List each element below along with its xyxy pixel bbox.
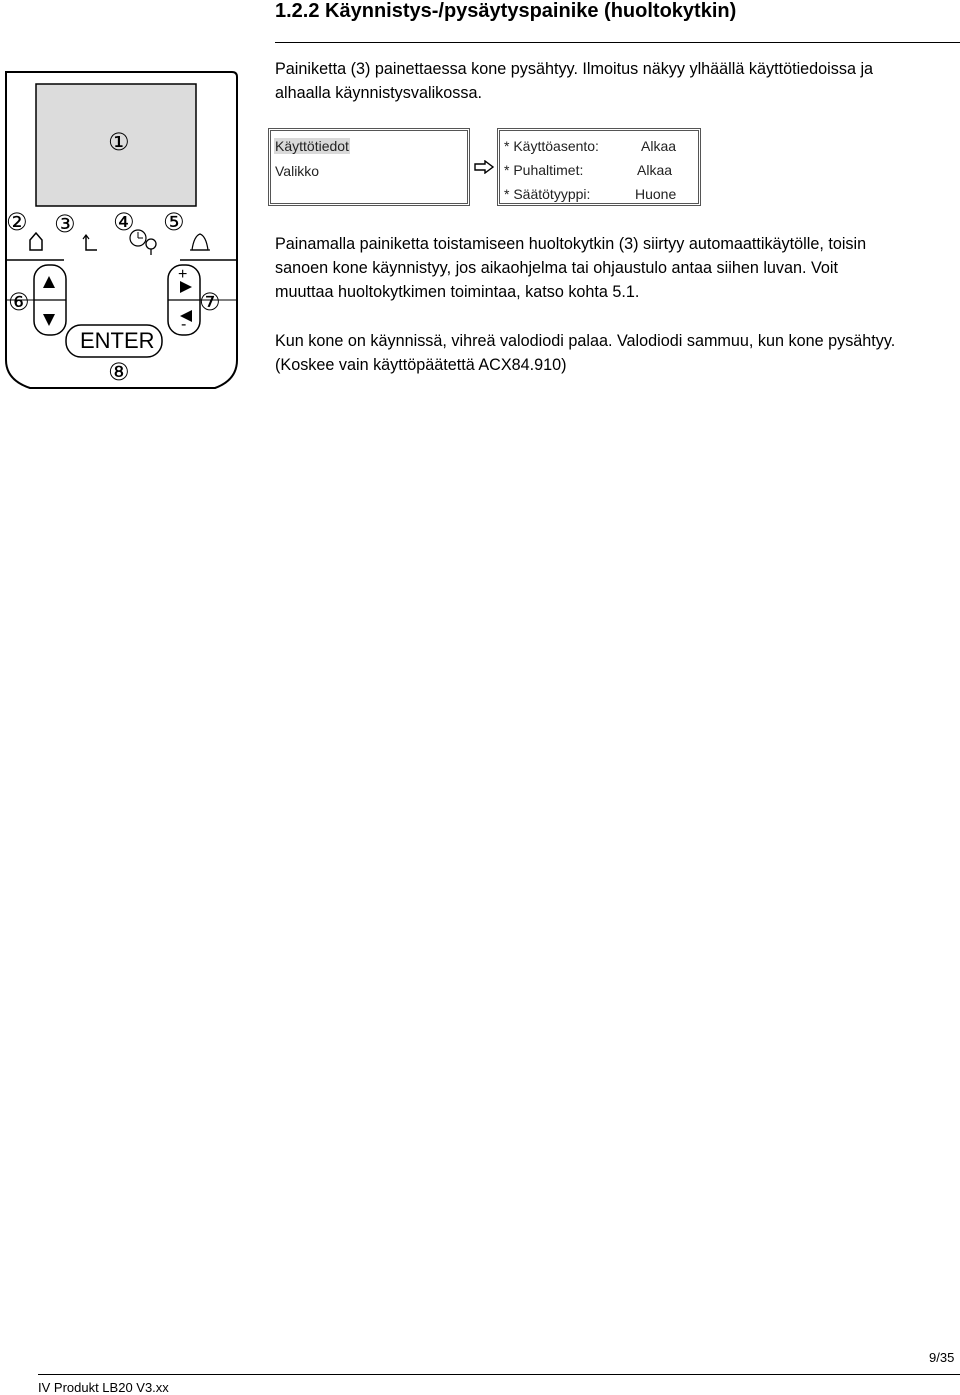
lcd-row-label: * Käyttöasento: — [504, 138, 599, 154]
marker-5: ⑤ — [163, 208, 185, 236]
intro-paragraph — [275, 57, 873, 105]
minus-label: - — [181, 316, 187, 333]
heading-rule — [275, 42, 960, 43]
lcd-start-menu — [497, 128, 701, 206]
marker-7: ⑦ — [199, 288, 221, 316]
lcd-row-value: Alkaa — [641, 138, 677, 154]
lcd-row-label: * Puhaltimet: — [504, 162, 584, 178]
pointing-arrow-icon — [474, 160, 494, 174]
marker-8: ⑧ — [108, 358, 130, 386]
body-paragraph — [275, 232, 866, 304]
marker-1: ① — [108, 128, 130, 156]
enter-button[interactable]: ENTER — [80, 328, 155, 353]
marker-3: ③ — [54, 210, 76, 238]
lcd-menu-item: Valikko — [275, 163, 320, 179]
paragraph-line: sanoen kone käynnistyy, jos aikaohjelma tai ohjaustulo antaa siihen luvan. Voit — [275, 259, 839, 277]
lcd-selected-item: Käyttötiedot — [275, 138, 349, 154]
marker-6: ⑥ — [8, 288, 30, 316]
marker-2: ② — [6, 208, 28, 236]
body-paragraph — [275, 329, 895, 377]
plus-label: + — [178, 266, 188, 283]
paragraph-line: Kun kone on käynnissä, vihreä valodiodi palaa. Valodiodi sammuu, kun kone pysähtyy. — [275, 332, 896, 350]
section-heading: 1.2.2 Käynnistys-/pysäytyspainike (huoltokytkin) — [275, 0, 737, 22]
paragraph-line: (Koskee vain käyttöpäätettä ACX84.910) — [275, 356, 567, 374]
page-number: 9/35 — [929, 1350, 955, 1365]
lcd-row-label: * Säätötyyppi: — [504, 186, 591, 202]
footer-document-name: IV Produkt LB20 V3.xx — [38, 1380, 169, 1395]
footer-rule — [38, 1374, 960, 1375]
lcd-row-value: Alkaa — [637, 162, 673, 178]
paragraph-line: Painamalla painiketta toistamiseen huoltokytkin (3) siirtyy automaattikäytölle, toisin — [275, 235, 867, 253]
paragraph-line: muuttaa huoltokytkimen toimintaa, katso kohta 5.1. — [275, 283, 640, 301]
marker-4: ④ — [113, 208, 135, 236]
lcd-main-menu — [268, 128, 470, 206]
intro-line: alhaalla käynnistysvalikossa. — [275, 84, 482, 102]
intro-line: Painiketta (3) painettaessa kone pysähtyy. Ilmoitus näkyy ylhäällä käyttötiedoissa ja — [275, 60, 874, 78]
lcd-row-value: Huone — [635, 186, 677, 202]
